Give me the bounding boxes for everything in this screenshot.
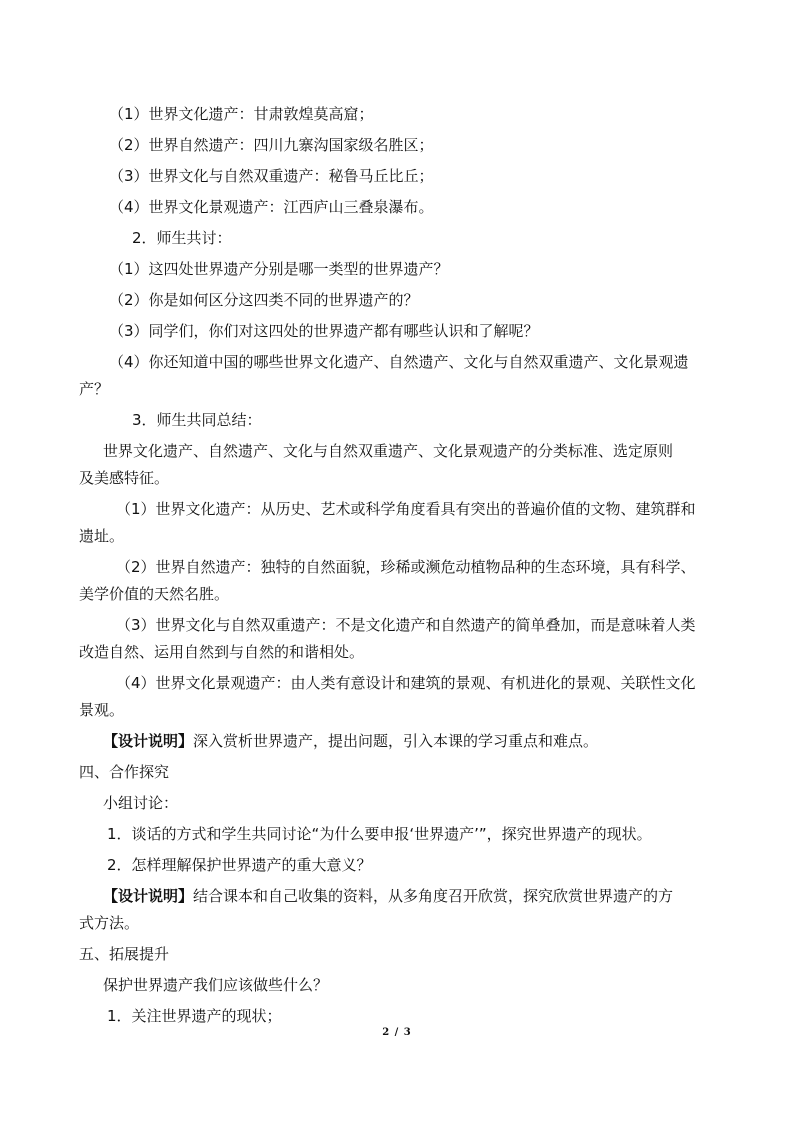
list-item: （3）同学们，你们对这四处的世界遗产都有哪些认识和了解呢？ [109,322,539,340]
design-note-continuation: 式方法。 [79,914,140,932]
paragraph: 小组讨论： [103,794,179,812]
list-item: （2）你是如何区分这四类不同的世界遗产的？ [109,291,419,309]
list-item-continuation: 产？ [79,380,110,398]
step-heading: 2．师生共讨： [132,229,232,247]
design-note [0,886,794,906]
page-number: 2 / 3 [382,1027,412,1038]
list-item: （1）世界文化遗产：甘肃敦煌莫高窟； [109,105,374,123]
list-item: 1．关注世界遗产的现状； [107,1007,282,1025]
list-item: （4）世界文化景观遗产：江西庐山三叠泉瀑布。 [109,198,434,216]
design-note-text: 深入赏析世界遗产，提出问题，引入本课的学习重点和难点。 [193,732,599,750]
list-item: （1）这四处世界遗产分别是哪一类型的世界遗产？ [109,260,449,278]
list-item: （1）世界文化遗产：从历史、艺术或科学角度看具有突出的普遍价值的文物、建筑群和 [116,500,696,518]
list-item-continuation: 美学价值的天然名胜。 [79,585,230,603]
design-note-text: 结合课本和自己收集的资料，从多角度召开欣赏，探究欣赏世界遗产的方 [193,887,674,905]
design-note [0,731,794,751]
section-heading: 四、合作探究 [79,763,170,781]
paragraph: 保护世界遗产我们应该做些什么？ [103,976,329,994]
paragraph-continuation: 及美感特征。 [79,469,170,487]
list-item: （2）世界自然遗产：独特的自然面貌，珍稀或濒危动植物品种的生态环境，具有科学、 [116,558,696,576]
list-item-continuation: 景观。 [79,701,125,719]
paragraph: 世界文化遗产、自然遗产、文化与自然双重遗产、文化景观遗产的分类标准、选定原则 [103,442,674,460]
step-heading: 3．师生共同总结： [132,411,262,429]
list-item: 2．怎样理解保护世界遗产的重大意义？ [107,856,372,874]
list-item: （4）世界文化景观遗产：由人类有意设计和建筑的景观、有机进化的景观、关联性文化 [116,674,696,692]
list-item: （3）世界文化与自然双重遗产：不是文化遗产和自然遗产的简单叠加，而是意味着人类 [116,616,696,634]
list-item-continuation: 改造自然、运用自然到与自然的和谐相处。 [79,643,365,661]
design-note-label: 【设计说明】 [103,732,194,750]
list-item: （4）你还知道中国的哪些世界文化遗产、自然遗产、文化与自然双重遗产、文化景观遗 [109,353,689,371]
list-item: （3）世界文化与自然双重遗产：秘鲁马丘比丘； [109,167,434,185]
list-item: （2）世界自然遗产：四川九寨沟国家级名胜区； [109,136,434,154]
design-note-label: 【设计说明】 [103,887,194,905]
list-item: 1．谈话的方式和学生共同讨论“为什么要申报‘世界遗产’”，探究世界遗产的现状。 [107,825,652,843]
section-heading: 五、拓展提升 [79,945,170,963]
list-item-continuation: 遗址。 [79,527,125,545]
